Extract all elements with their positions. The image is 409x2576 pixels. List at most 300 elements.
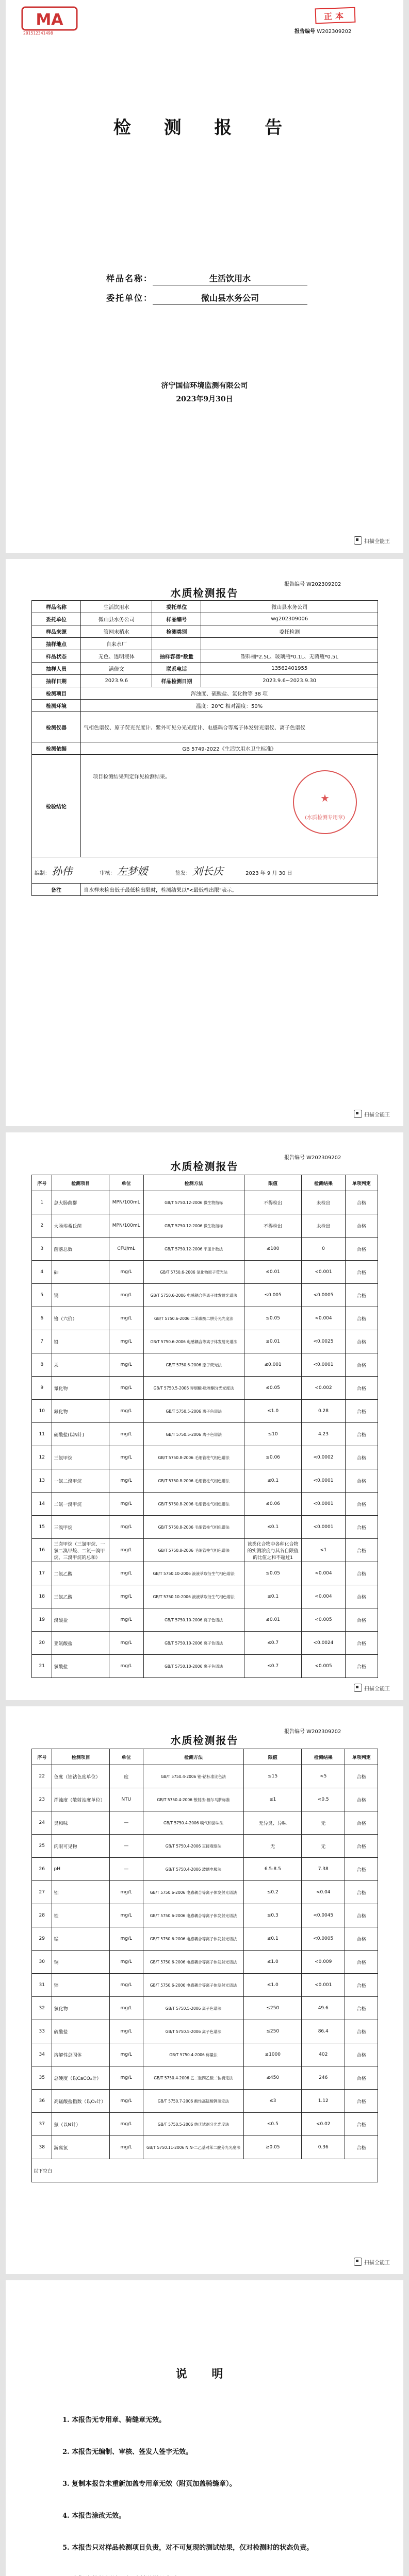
approve-label: 签发 (175, 870, 186, 876)
test-method: GB/T 5750.6-2006 电感耦合等离子体发射光谱法 (143, 1330, 244, 1353)
limit: ≤3 (244, 2090, 302, 2113)
sign-date: 2023 年 9 月 30 日 (246, 870, 292, 876)
unit: mg/L (109, 1562, 143, 1585)
limit: ≤0.05 (244, 1562, 302, 1585)
test-method: GB/T 5750.12-2006 微生物指标 (143, 1214, 244, 1238)
result: <0.0001 (302, 1516, 345, 1539)
info-label: 样品检测日期 (152, 675, 201, 687)
info-value: 生活饮用水 (81, 601, 152, 613)
info-row (32, 613, 378, 625)
results-table-1 (31, 1175, 378, 1678)
row-index: 14 (32, 1493, 52, 1516)
test-method: GB/T 5750.4-2006 乙二胺四乙酸二钠滴定法 (143, 2066, 244, 2090)
result-row (32, 1284, 378, 1307)
scanner-brand (354, 536, 390, 545)
unit: mg/L (109, 1585, 143, 1608)
result-row (32, 2113, 378, 2136)
column-header: 检测方法 (143, 1749, 244, 1765)
result: <0.009 (302, 1951, 345, 1974)
judgement: 合格 (345, 1377, 378, 1400)
judgement: 合格 (345, 1307, 378, 1330)
unit: CFU/mL (109, 1238, 143, 1261)
judgement: 合格 (345, 1238, 378, 1261)
results-page-2 (6, 1706, 403, 2274)
ma-mark: MA (36, 11, 63, 29)
test-item: 高锰酸盐指数（以O₂计） (52, 2090, 110, 2113)
result: 1.12 (302, 2090, 345, 2113)
instrument-row (32, 712, 378, 742)
limit: ≤0.06 (244, 1446, 302, 1469)
row-index: 29 (32, 1927, 52, 1951)
judgement: 合格 (345, 1858, 378, 1881)
judgement: 合格 (345, 1881, 378, 1904)
limit: ≤1000 (244, 2043, 302, 2066)
basis-label: 检测依据 (32, 742, 81, 755)
test-method: GB/T 5750.8-2006 毛细管柱气相色谱法 (143, 1446, 244, 1469)
judgement: 合格 (345, 1539, 378, 1562)
scanner-logo-icon (354, 1110, 362, 1118)
info-row (32, 675, 378, 687)
test-method: GB/T 5750.11-2006 N,N-二乙基对苯二胺分光光度法 (143, 2136, 244, 2159)
result: 402 (302, 2043, 345, 2066)
judgement: 合格 (345, 2113, 378, 2136)
info-row (32, 601, 378, 613)
result: 0 (302, 1238, 345, 1261)
certificate-number: 201512341498 (23, 31, 53, 36)
env-row (32, 700, 378, 712)
result: <0.005 (302, 1608, 345, 1632)
note-item: 5. 本报告只对样品检测项目负责，对不可复现的测试结果，仅对检测时的状态负责。 (62, 2544, 314, 2552)
info-label: 委托单位 (152, 601, 201, 613)
row-index: 27 (32, 1881, 52, 1904)
test-item: 游离氯 (52, 2136, 110, 2159)
row-index: 36 (32, 2090, 52, 2113)
limit: 无 (244, 1835, 302, 1858)
judgement: 合格 (345, 1284, 378, 1307)
cover-page (6, 0, 403, 553)
info-value: 自来水厂 (81, 638, 152, 650)
result: <0.004 (302, 1307, 345, 1330)
unit: mg/L (109, 1400, 143, 1423)
info-value: 2023.9.6~2023.9.30 (201, 675, 378, 687)
test-method: GB/T 5750.10-2006 液液萃取衍生气相色谱法 (143, 1585, 244, 1608)
items-label: 检测项目 (32, 687, 81, 700)
report-number (295, 27, 351, 35)
judgement: 合格 (345, 2066, 378, 2090)
info-label (152, 638, 201, 650)
scanner-brand (354, 1110, 390, 1118)
row-index: 37 (32, 2113, 52, 2136)
check-label: 审核 (100, 870, 110, 876)
row-index: 7 (32, 1330, 52, 1353)
row-index: 32 (32, 1997, 52, 2020)
judgement: 合格 (345, 1632, 378, 1655)
test-item: 锰 (52, 1927, 110, 1951)
info-label: 联系电话 (152, 663, 201, 675)
blank-label: 以下空白 (32, 2159, 378, 2182)
info-value: 满倍文 (81, 663, 152, 675)
row-index: 4 (32, 1261, 52, 1284)
test-item: 硝酸盐(以N计) (52, 1423, 109, 1446)
unit: mg/L (110, 1974, 143, 1997)
row-index: 8 (32, 1353, 52, 1377)
limit: ≤0.3 (244, 1904, 302, 1927)
limit: ≤250 (244, 2020, 302, 2043)
row-index: 28 (32, 1904, 52, 1927)
result-row (32, 1788, 378, 1811)
row-index: 19 (32, 1608, 52, 1632)
note-item: 2. 本报告无编制、审核、签发人签字无效。 (62, 2448, 193, 2456)
limit: ≤250 (244, 1997, 302, 2020)
limit: ≤1 (244, 1788, 302, 1811)
limit: 不得检出 (244, 1191, 302, 1214)
judgement: 合格 (345, 1446, 378, 1469)
check-signature: 左梦媛 (117, 865, 148, 877)
row-index: 16 (32, 1539, 52, 1562)
column-header: 单位 (109, 1175, 143, 1191)
column-header: 检测方法 (143, 1175, 244, 1191)
test-item: 三溴甲烷 (52, 1516, 109, 1539)
test-method: GB/T 5750.5-2006 离子色谱法 (143, 1997, 244, 2020)
row-index: 23 (32, 1788, 52, 1811)
result: 0.36 (302, 2136, 345, 2159)
test-method: GB/T 5750.6-2006 氢化物原子荧光法 (143, 1261, 244, 1284)
info-label: 委托单位 (32, 613, 81, 625)
info-label: 样品名称 (32, 601, 81, 613)
info-value: 无色、透明液体 (81, 650, 152, 663)
notes-page (6, 2280, 403, 2576)
row-index: 38 (32, 2136, 52, 2159)
limit: ≥0.05 (244, 2136, 302, 2159)
row-index: 25 (32, 1835, 52, 1858)
column-header: 单项判定 (345, 1749, 378, 1765)
judgement: 合格 (345, 1400, 378, 1423)
row-index: 31 (32, 1974, 52, 1997)
column-header: 检测结果 (302, 1175, 345, 1191)
scanner-logo-icon (354, 536, 362, 545)
result-row (32, 1904, 378, 1927)
unit: mg/L (109, 1632, 143, 1655)
approve-signature: 刘长庆 (192, 865, 223, 877)
result-row (32, 1858, 378, 1881)
result: 49.6 (302, 1997, 345, 2020)
report-number: 报告编号 W202309202 (284, 1729, 341, 1735)
judgement: 合格 (345, 2136, 378, 2159)
row-index: 18 (32, 1585, 52, 1608)
info-row (32, 638, 378, 650)
limit: ≤0.06 (244, 1493, 302, 1516)
limit: ≤0.01 (244, 1261, 302, 1284)
row-index: 24 (32, 1811, 52, 1835)
result-row (32, 1881, 378, 1904)
test-method: GB/T 5750.4-2006 散射法-福尔马肼标准 (143, 1788, 244, 1811)
sample-name-row (106, 272, 307, 285)
test-method: GB/T 5750.8-2006 毛细管柱气相色谱法 (143, 1469, 244, 1493)
judgement: 合格 (345, 1585, 378, 1608)
test-item: 铜 (52, 1951, 110, 1974)
unit: mg/L (110, 2020, 143, 2043)
client-value: 微山县水务公司 (153, 292, 307, 305)
unit: MPN/100mL (109, 1214, 143, 1238)
limit: ≤10 (244, 1423, 302, 1446)
test-item: pH (52, 1858, 110, 1881)
column-header: 限值 (244, 1175, 302, 1191)
column-header: 序号 (32, 1749, 52, 1765)
row-index: 2 (32, 1214, 52, 1238)
row-index: 33 (32, 2020, 52, 2043)
judgement: 合格 (345, 1904, 378, 1927)
result: <0.0045 (302, 1904, 345, 1927)
info-value: 微山县水务公司 (81, 613, 152, 625)
test-method: GB/T 5750.5-2006 离子色谱法 (143, 1423, 244, 1446)
column-header: 检测项目 (52, 1749, 110, 1765)
result: <0.0005 (302, 1927, 345, 1951)
result-row (32, 1353, 378, 1377)
unit: mg/L (110, 2066, 143, 2090)
judgement: 合格 (345, 2090, 378, 2113)
limit: ≤0.05 (244, 1307, 302, 1330)
row-index: 22 (32, 1765, 52, 1788)
test-method: GB/T 5750.6-2006 二苯碳酰二肼分光光度法 (143, 1307, 244, 1330)
test-item: 菌落总数 (52, 1238, 109, 1261)
limit: ≤15 (244, 1765, 302, 1788)
result: <0.001 (302, 1974, 345, 1997)
column-header: 序号 (32, 1175, 52, 1191)
unit: mg/L (109, 1655, 143, 1678)
test-item: 铬（六价） (52, 1307, 109, 1330)
info-value: 管网末梢水 (81, 625, 152, 638)
unit: mg/L (110, 1997, 143, 2020)
unit: NTU (110, 1788, 143, 1811)
blank-row (32, 2159, 378, 2182)
row-index: 34 (32, 2043, 52, 2066)
items-value: 浑浊度、硫酸盐、氯化物等 38 项 (81, 687, 378, 700)
row-index: 17 (32, 1562, 52, 1585)
judgement: 合格 (345, 2043, 378, 2066)
official-seal (293, 770, 357, 834)
test-item: 亚氯酸盐 (52, 1632, 109, 1655)
limit: ≤0.01 (244, 1608, 302, 1632)
test-method: GB/T 5750.8-2006 毛细管柱气相色谱法 (143, 1493, 244, 1516)
row-index: 20 (32, 1632, 52, 1655)
test-method: GB/T 5750.6-2006 电感耦合等离子体发射光谱法 (143, 1284, 244, 1307)
column-header: 检测项目 (52, 1175, 109, 1191)
info-label: 样品来源 (32, 625, 81, 638)
result-row (32, 1585, 378, 1608)
result-row (32, 1835, 378, 1858)
section-title: 水质检测报告 (170, 1160, 239, 1173)
test-item: 二氯一溴甲烷 (52, 1493, 109, 1516)
report-number: 报告编号 W202309202 (284, 582, 341, 587)
info-label: 抽样地点 (32, 638, 81, 650)
ma-certification-logo (21, 6, 78, 34)
test-item: 氰化物 (52, 1377, 109, 1400)
result: <0.04 (302, 1881, 345, 1904)
test-item: 硫酸盐 (52, 2020, 110, 2043)
unit: mg/L (110, 2136, 143, 2159)
limit: ≤1.0 (244, 1951, 302, 1974)
test-method: GB/T 5750.12-2006 微生物指标 (143, 1191, 244, 1214)
limit: 无异臭、异味 (244, 1811, 302, 1835)
results-page-1 (6, 1132, 403, 1700)
info-label: 抽样日期 (32, 675, 81, 687)
notes-title: 说 明 (175, 2367, 234, 2381)
test-item: 氯酸盐 (52, 1655, 109, 1678)
judgement: 合格 (345, 1811, 378, 1835)
test-method: GB/T 5750.6-2006 电感耦合等离子体发射光谱法 (143, 1927, 244, 1951)
column-header: 检测结果 (302, 1749, 345, 1765)
info-label: 样品编号 (152, 613, 201, 625)
signature-cell: 编制： 孙伟 审核： 左梦媛 签发： 刘长庆 2023 年 9 月 30 日 (32, 857, 378, 884)
test-item: 镉 (52, 1284, 109, 1307)
unit: mg/L (110, 1881, 143, 1904)
judgement: 合格 (345, 1330, 378, 1353)
row-index: 11 (32, 1423, 52, 1446)
judgement: 合格 (345, 1562, 378, 1585)
test-item: 三氯乙酸 (52, 1585, 109, 1608)
test-method: GB/T 5750.7-2006 酸性高锰酸钾滴定法 (143, 2090, 244, 2113)
scanner-brand-label: 扫描全能王 (364, 1112, 390, 1118)
info-value (201, 638, 378, 650)
test-item: 溴酸盐 (52, 1608, 109, 1632)
scanner-brand-label: 扫描全能王 (364, 538, 390, 545)
unit: mg/L (110, 2113, 143, 2136)
test-item: 臭和味 (52, 1811, 110, 1835)
limit: ≤100 (244, 1238, 302, 1261)
test-item: 铅 (52, 1330, 109, 1353)
result-row (32, 1608, 378, 1632)
info-value: 2023.9.6 (81, 675, 152, 687)
judgement: 合格 (345, 1191, 378, 1214)
result-row (32, 1811, 378, 1835)
limit: ≤0.001 (244, 1353, 302, 1377)
judgement: 合格 (345, 1835, 378, 1858)
seal-sub-text: (水质检测专用章) (305, 815, 345, 821)
unit: mg/L (109, 1516, 143, 1539)
test-item: 铝 (52, 1881, 110, 1904)
test-method: GB/T 5750.4-2006 直接观察法 (143, 1835, 244, 1858)
test-item: 二氯乙酸 (52, 1562, 109, 1585)
items-row (32, 687, 378, 700)
result: 0.28 (302, 1400, 345, 1423)
test-method: GB/T 5750.10-2006 离子色谱法 (143, 1632, 244, 1655)
result-row (32, 1974, 378, 1997)
result-row (32, 2043, 378, 2066)
test-method: GB/T 5750.4-2006 嗅气和尝味法 (143, 1811, 244, 1835)
result-row (32, 1330, 378, 1353)
result-row (32, 1516, 378, 1539)
result: <0.5 (302, 1788, 345, 1811)
judgement: 合格 (345, 1951, 378, 1974)
test-item: 浑浊度（散射浊度单位） (52, 1788, 110, 1811)
unit: 度 (110, 1765, 143, 1788)
info-label: 抽样容器*数量 (152, 650, 201, 663)
remark-label: 备注 (32, 884, 81, 896)
result-row (32, 1997, 378, 2020)
remark-value: 当水样未检出低于最低检出限时，检测结果以"<最低检出限"表示。 (81, 884, 378, 896)
result-row (32, 1307, 378, 1330)
test-method: GB/T 5750.5-2006 离子色谱法 (143, 1400, 244, 1423)
row-index: 12 (32, 1446, 52, 1469)
result-row (32, 1655, 378, 1678)
row-index: 1 (32, 1191, 52, 1214)
limit: ≤1.0 (244, 1974, 302, 1997)
results-header-row (32, 1175, 378, 1191)
unit: mg/L (109, 1307, 143, 1330)
conclusion-row (32, 755, 378, 857)
test-method: GB/T 5750.6-2006 原子荧光法 (143, 1353, 244, 1377)
test-item: 大肠埃希氏菌 (52, 1214, 109, 1238)
issuing-organization: 济宁国信环境监测有限公司 (161, 382, 248, 390)
judgement: 合格 (345, 1927, 378, 1951)
test-item: 肉眼可见物 (52, 1835, 110, 1858)
limit: ≤0.2 (244, 1881, 302, 1904)
unit: mg/L (109, 1330, 143, 1353)
sample-name-value: 生活饮用水 (153, 272, 307, 285)
test-method: GB/T 5750.8-2006 毛细管柱气相色谱法 (143, 1516, 244, 1539)
signature-row (32, 857, 378, 884)
column-header: 单项判定 (345, 1175, 378, 1191)
result-row (32, 2136, 378, 2159)
limit: ≤0.05 (244, 1377, 302, 1400)
limit: ≤0.1 (244, 1585, 302, 1608)
unit: MPN/100mL (109, 1191, 143, 1214)
test-method: GB/T 5750.10-2006 离子色谱法 (143, 1655, 244, 1678)
info-row (32, 663, 378, 675)
test-item: 三氯甲烷 (52, 1446, 109, 1469)
row-index: 3 (32, 1238, 52, 1261)
test-method: GB/T 5750.4-2006 玻璃电极法 (143, 1858, 244, 1881)
test-item: 氨（以N计） (52, 2113, 110, 2136)
row-index: 15 (32, 1516, 52, 1539)
row-index: 26 (32, 1858, 52, 1881)
unit: mg/L (109, 1353, 143, 1377)
result-row (32, 1493, 378, 1516)
scanner-brand (354, 1684, 390, 1692)
judgement: 合格 (345, 1974, 378, 1997)
seal-star-icon: ★ (320, 792, 330, 804)
limit: ≤0.1 (244, 1469, 302, 1493)
result: 7.38 (302, 1858, 345, 1881)
judgement: 合格 (345, 1423, 378, 1446)
unit: mg/L (109, 1608, 143, 1632)
env-label: 检测环境 (32, 700, 81, 712)
info-row (32, 650, 378, 663)
basis-value: GB 5749-2022《生活饮用水卫生标准》 (81, 742, 378, 755)
original-copy-stamp: 正本 (315, 7, 356, 24)
prepare-signature: 孙伟 (52, 865, 73, 877)
info-value: 13562401955 (201, 663, 378, 675)
result: 无 (302, 1811, 345, 1835)
result: 未检出 (302, 1214, 345, 1238)
judgement: 合格 (345, 1214, 378, 1238)
basis-row (32, 742, 378, 755)
limit: ≤0.01 (244, 1330, 302, 1353)
test-method: GB/T 5750.4-2006 称量法 (143, 2043, 244, 2066)
result-row (32, 1423, 378, 1446)
conclusion-value: 项目检测结果判定详见检测结果。 (93, 774, 170, 780)
result: 无 (302, 1835, 345, 1858)
result: <0.0001 (302, 1469, 345, 1493)
unit: mg/L (109, 1539, 143, 1562)
env-value: 温度：20℃ 相对湿度：50% (81, 700, 378, 712)
test-item: 铁 (52, 1904, 110, 1927)
unit: — (110, 1811, 143, 1835)
limit: ≤0.005 (244, 1284, 302, 1307)
test-item: 砷 (52, 1261, 109, 1284)
result: <0.0005 (302, 1284, 345, 1307)
unit: — (110, 1835, 143, 1858)
